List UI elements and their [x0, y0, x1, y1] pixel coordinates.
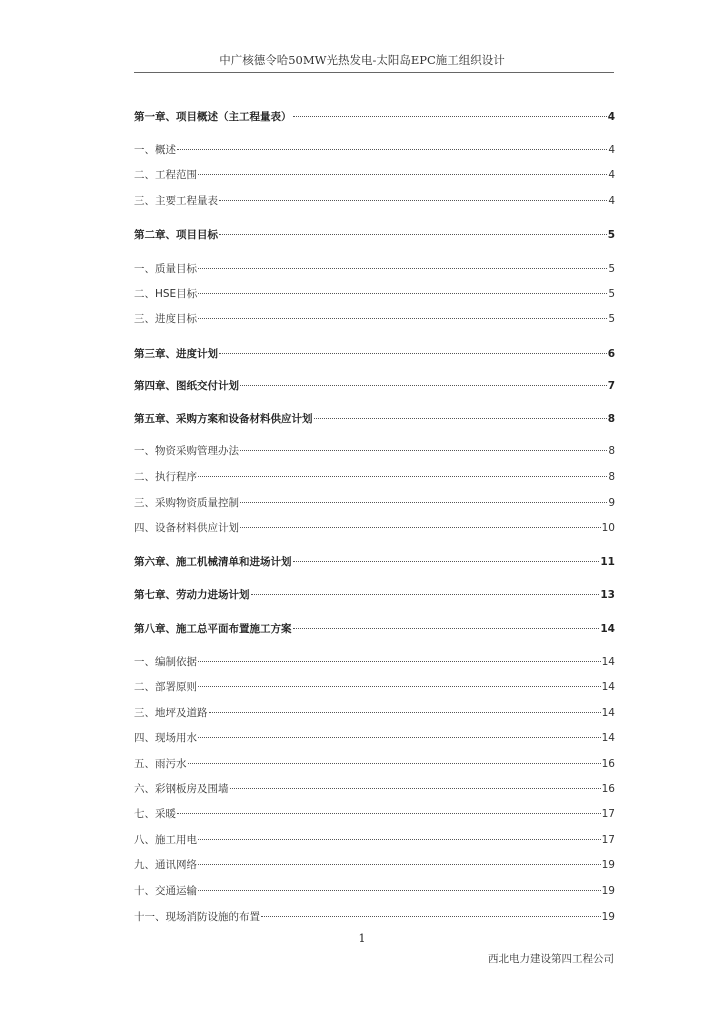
toc-dot-leader [219, 200, 607, 201]
toc-entry-label: 八、施工用电 [134, 834, 197, 846]
toc-chapter-entry[interactable] [134, 411, 615, 427]
toc-entry-label: 第八章、施工总平面布置施工方案 [134, 623, 292, 635]
toc-dot-leader [293, 628, 600, 629]
toc-section-entry[interactable] [134, 469, 615, 485]
toc-dot-leader [209, 712, 601, 713]
toc-dot-leader [198, 864, 601, 865]
page-number: 1 [358, 932, 366, 945]
toc-entry-label: 十、交通运输 [134, 885, 197, 897]
toc-entry-page: 8 [608, 445, 615, 457]
toc-dot-leader [240, 502, 607, 503]
toc-dot-leader [198, 839, 601, 840]
toc-dot-leader [293, 561, 600, 562]
header-divider [134, 72, 614, 73]
toc-entry-page: 4 [607, 111, 615, 123]
toc-section-entry[interactable] [134, 443, 615, 459]
toc-section-entry[interactable] [134, 832, 615, 848]
toc-entry-page: 14 [601, 732, 615, 744]
toc-entry-page: 14 [601, 656, 615, 668]
toc-entry-label: 三、主要工程量表 [134, 195, 218, 207]
toc-entry-page: 14 [600, 623, 615, 635]
toc-entry-page: 19 [601, 859, 615, 871]
toc-entry-page: 8 [608, 471, 615, 483]
toc-entry-page: 14 [601, 681, 615, 693]
toc-entry-label: 第七章、劳动力进场计划 [134, 589, 250, 601]
toc-section-entry[interactable] [134, 705, 615, 721]
toc-entry-page: 7 [607, 380, 615, 392]
toc-section-entry[interactable] [134, 520, 615, 536]
toc-section-entry[interactable] [134, 286, 615, 302]
toc-entry-page: 13 [600, 589, 615, 601]
toc-entry-label: 四、设备材料供应计划 [134, 522, 239, 534]
toc-entry-label: 一、概述 [134, 144, 176, 156]
toc-entry-page: 14 [601, 707, 615, 719]
toc-section-entry[interactable] [134, 495, 615, 511]
toc-entry-page: 9 [608, 497, 615, 509]
toc-dot-leader [198, 293, 607, 294]
toc-dot-leader [219, 353, 607, 354]
toc-chapter-entry[interactable] [134, 378, 615, 394]
toc-section-entry[interactable] [134, 311, 615, 327]
toc-dot-leader [198, 661, 601, 662]
toc-section-entry[interactable] [134, 679, 615, 695]
toc-dot-leader [240, 450, 607, 451]
toc-section-entry[interactable] [134, 193, 615, 209]
toc-chapter-entry[interactable] [134, 587, 615, 603]
toc-dot-leader [198, 268, 607, 269]
toc-dot-leader [251, 594, 600, 595]
toc-entry-label: 第六章、施工机械清单和进场计划 [134, 556, 292, 568]
toc-entry-label: 三、地坪及道路 [134, 707, 208, 719]
toc-entry-label: 十一、现场消防设施的布置 [134, 911, 260, 923]
toc-entry-label: 四、现场用水 [134, 732, 197, 744]
toc-entry-page: 16 [601, 783, 615, 795]
toc-entry-label: 七、采暖 [134, 808, 176, 820]
toc-section-entry[interactable] [134, 261, 615, 277]
toc-dot-leader [177, 149, 607, 150]
footer-company: 西北电力建设第四工程公司 [488, 953, 614, 965]
toc-entry-label: 九、通讯网络 [134, 859, 197, 871]
toc-entry-page: 5 [608, 263, 615, 275]
toc-chapter-entry[interactable] [134, 554, 615, 570]
toc-dot-leader [188, 763, 601, 764]
toc-section-entry[interactable] [134, 857, 615, 873]
toc-dot-leader [198, 476, 607, 477]
toc-entry-page: 11 [600, 556, 615, 568]
toc-chapter-entry[interactable] [134, 227, 615, 243]
toc-entry-page: 4 [608, 144, 615, 156]
toc-entry-label: 二、HSE目标 [134, 288, 198, 300]
toc-dot-leader [219, 234, 607, 235]
toc-entry-label: 五、雨污水 [134, 758, 187, 770]
toc-dot-leader [240, 527, 601, 528]
page-header-title: 中广核德令哈50MW光热发电-太阳岛EPC施工组织设计 [219, 53, 505, 67]
toc-entry-label: 二、工程范围 [134, 169, 197, 181]
toc-entry-page: 10 [601, 522, 615, 534]
toc-entry-label: 二、执行程序 [134, 471, 197, 483]
toc-entry-page: 5 [607, 229, 615, 241]
toc-entry-label: 第五章、采购方案和设备材料供应计划 [134, 413, 313, 425]
toc-entry-page: 17 [601, 834, 615, 846]
toc-section-entry[interactable] [134, 883, 615, 899]
toc-dot-leader [230, 788, 601, 789]
toc-section-entry[interactable] [134, 806, 615, 822]
toc-entry-label: 三、采购物资质量控制 [134, 497, 239, 509]
toc-section-entry[interactable] [134, 730, 615, 746]
toc-entry-page: 19 [601, 911, 615, 923]
toc-entry-page: 4 [608, 195, 615, 207]
toc-entry-label: 三、进度目标 [134, 313, 197, 325]
toc-entry-label: 第一章、项目概述（主工程量表） [134, 111, 292, 123]
toc-dot-leader [314, 418, 607, 419]
toc-section-entry[interactable] [134, 167, 615, 183]
toc-section-entry[interactable] [134, 654, 615, 670]
toc-section-entry[interactable] [134, 781, 615, 797]
toc-entry-label: 第二章、项目目标 [134, 229, 218, 241]
toc-section-entry[interactable] [134, 142, 615, 158]
toc-entry-label: 二、部署原则 [134, 681, 197, 693]
toc-entry-page: 8 [607, 413, 615, 425]
toc-dot-leader [198, 890, 601, 891]
toc-entry-label: 第三章、进度计划 [134, 348, 218, 360]
toc-section-entry[interactable] [134, 756, 615, 772]
toc-entry-label: 六、彩钢板房及围墙 [134, 783, 229, 795]
toc-entry-page: 5 [608, 313, 615, 325]
toc-entry-page: 16 [601, 758, 615, 770]
toc-dot-leader [198, 174, 607, 175]
toc-dot-leader [198, 318, 607, 319]
toc-entry-page: 5 [608, 288, 615, 300]
toc-dot-leader [261, 916, 601, 917]
toc-entry-page: 6 [607, 348, 615, 360]
toc-entry-label: 一、物资采购管理办法 [134, 445, 239, 457]
toc-dot-leader [240, 385, 607, 386]
toc-dot-leader [177, 813, 601, 814]
toc-section-entry[interactable] [134, 909, 615, 925]
toc-entry-page: 17 [601, 808, 615, 820]
toc-chapter-entry[interactable] [134, 621, 615, 637]
toc-entry-label: 第四章、图纸交付计划 [134, 380, 239, 392]
toc-entry-label: 一、编制依据 [134, 656, 197, 668]
toc-dot-leader [198, 686, 601, 687]
toc-chapter-entry[interactable] [134, 346, 615, 362]
toc-chapter-entry[interactable] [134, 109, 615, 125]
toc-entry-page: 19 [601, 885, 615, 897]
toc-dot-leader [293, 116, 607, 117]
toc-entry-label: 一、质量目标 [134, 263, 197, 275]
toc-entry-page: 4 [608, 169, 615, 181]
toc-dot-leader [198, 737, 601, 738]
